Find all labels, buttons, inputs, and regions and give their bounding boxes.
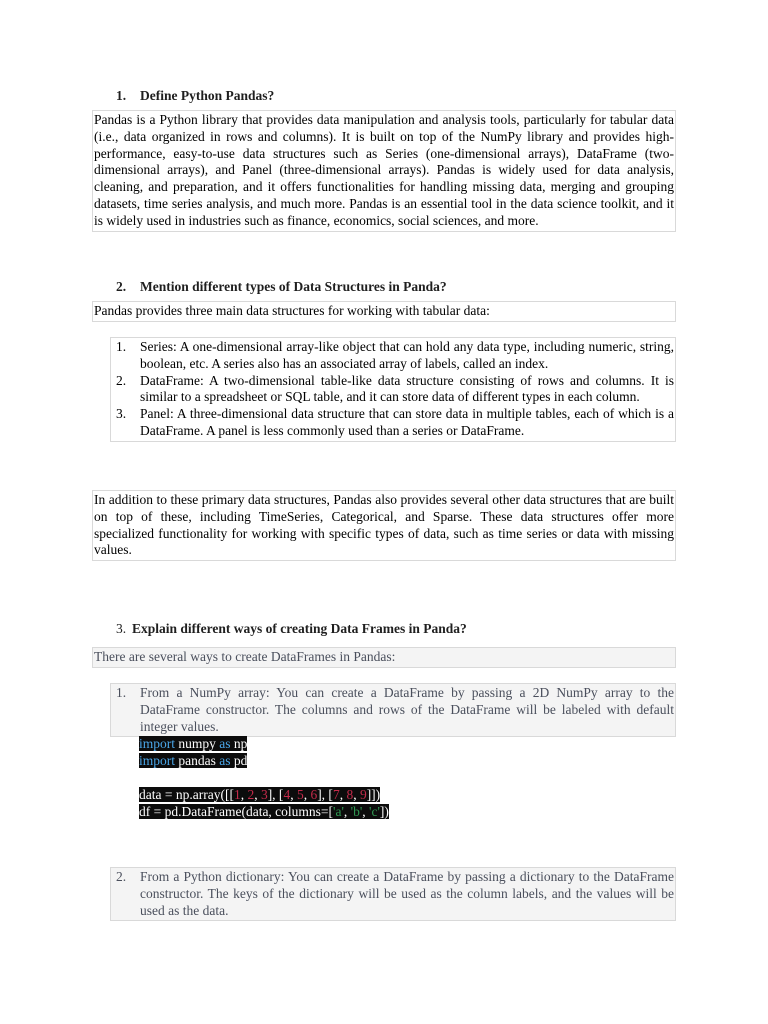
question-3-title: Explain different ways of creating Data Frames in Panda? <box>132 621 467 636</box>
code-line-dataframe: df = pd.DataFrame(data, columns=['a', 'b', 'c']) <box>139 804 389 819</box>
question-1-title: Define Python Pandas? <box>140 88 275 103</box>
list-item: 2. From a Python dictionary: You can create a DataFrame by passing a dictionary to the DataFrame constructor. The keys of the dictionary will be used as the column labels, and the values will be used as the data. <box>116 869 674 918</box>
dictionary-method <box>110 867 676 921</box>
code-line-data: data = np.array([[1, 2, 3], [4, 5, 6], [7, 8, 9]]) <box>139 787 381 802</box>
question-1-answer: Pandas is a Python library that provides data manipulation and analysis tools, particularly for tabular data (i.e., data organized in rows and columns). It is built on top of the NumPy library and provides high-performance, easy-to-use data structures such as Series (one-dimensional arrays), DataFrame (two-dimensional arrays), and Panel (three-dimensional arrays). Pandas is widely used for data analysis, cleaning, and preparation, and it offers functionalities for handling missing data, merging and grouping datasets, time series analysis, and much more. Pandas is an essential tool in the data science toolkit, and it is widely used in industries such as finance, economics, social sciences, and more. <box>92 110 676 232</box>
code-line-import-pandas: import pandas as pd <box>139 753 248 768</box>
list-item: 3. Panel: A three-dimensional data structure that can store data in multiple tables, each of which is a DataFrame. A panel is less commonly used than a series or DataFrame. <box>116 406 674 438</box>
question-2-heading <box>116 279 447 295</box>
list-item: 1. Series: A one-dimensional array-like object that can hold any data type, including numeric, string, boolean, etc. A series also has an associated array of labels, called an index. <box>116 339 674 371</box>
question-1-heading <box>116 88 274 104</box>
question-2-outro: In addition to these primary data structures, Pandas also provides several other data structures that are built on top of these, including TimeSeries, Categorical, and Sparse. These data structures offer more specialized functionality for working with specific types of data, such as time series or data with missing values. <box>92 490 676 561</box>
list-item: 1. From a NumPy array: You can create a DataFrame by passing a 2D NumPy array to the DataFrame constructor. The columns and rows of the DataFrame will be labeled with default integer values. <box>116 685 674 734</box>
data-structures-list <box>110 337 676 442</box>
question-3-heading <box>116 621 467 637</box>
question-2-number: 2. <box>116 279 127 294</box>
code-line-import-numpy: import numpy as np <box>139 736 248 751</box>
question-1-number: 1. <box>116 88 127 103</box>
question-3-intro: There are several ways to create DataFrames in Pandas: <box>92 647 676 668</box>
question-3-number: 3. <box>116 621 127 636</box>
code-snippet <box>139 735 389 820</box>
question-2-title: Mention different types of Data Structures in Panda? <box>140 279 447 294</box>
numpy-array-method <box>110 683 676 737</box>
list-item: 2. DataFrame: A two-dimensional table-like data structure consisting of rows and columns. It is similar to a spreadsheet or SQL table, and it can store data of different types in each column. <box>116 372 674 405</box>
question-2-intro: Pandas provides three main data structures for working with tabular data: <box>92 301 676 322</box>
